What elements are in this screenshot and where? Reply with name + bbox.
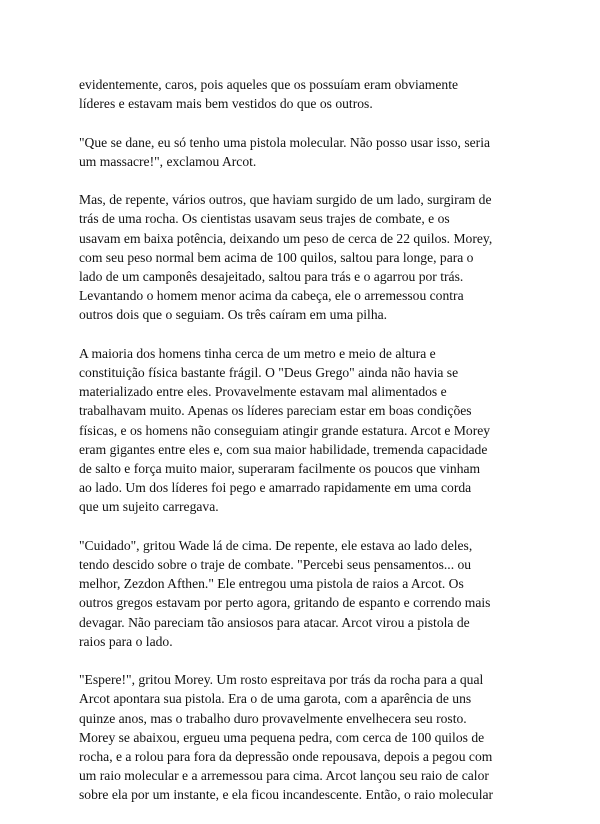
paragraph-5	[79, 536, 531, 651]
text-line: outros gregos estavam por perto agora, gritando de espanto e correndo mais	[79, 595, 491, 611]
paragraph-4	[79, 344, 531, 517]
text-line: com seu peso normal bem acima de 100 quilos, saltou para longe, para o	[79, 249, 474, 265]
text-line: lado de um camponês desajeitado, saltou para trás e o agarrou por trás.	[79, 269, 464, 284]
paragraph-1	[79, 75, 531, 113]
text-line: "Que se dane, eu só tenho uma pistola molecular. Não posso usar isso, seria	[79, 134, 491, 150]
text-line: rocha, e a rolou para fora da depressão onde repousava, depois a pegou com	[79, 749, 493, 765]
text-line: A maioria dos homens tinha cerca de um metro e meio de altura e	[79, 345, 436, 361]
paragraph-6	[79, 670, 531, 804]
text-line: outros dois que o seguiam. Os três caíram em uma pilha.	[79, 307, 388, 323]
text-line: um raio molecular e a arremessou para cima. Arcot lançou seu raio de calor	[79, 768, 489, 784]
text-line: devagar. Não pareciam tão ansiosos para atacar. Arcot virou a pistola de	[79, 614, 470, 630]
text-line: materializado entre eles. Provavelmente estavam mal alimentados e	[79, 384, 447, 400]
text-line: Arcot apontara sua pistola. Era o de uma garota, com a aparência de uns	[79, 691, 472, 707]
text-line: evidentemente, caros, pois aqueles que os possuíam eram obviamente	[79, 77, 458, 92]
text-line: Morey se abaixou, ergueu uma pequena pedra, com cerca de 100 quilos de	[79, 729, 485, 745]
text-line: trás de uma rocha. Os cientistas usavam seus trajes de combate, e os	[79, 211, 450, 227]
text-line: sobre ela por um instante, e ela ficou incandescente. Então, o raio molecular	[79, 787, 494, 803]
text-line: "Espere!", gritou Morey. Um rosto espreitava por trás da rocha para a qual	[79, 672, 484, 688]
text-line: usavam em baixa potência, deixando um peso de cerca de 22 quilos. Morey,	[79, 230, 493, 246]
paragraph-2	[79, 133, 531, 171]
text-line: um massacre!", exclamou Arcot.	[79, 153, 257, 169]
text-line: Mas, de repente, vários outros, que haviam surgido de um lado, surgiram de	[79, 192, 492, 208]
text-line: eram gigantes entre eles e, com sua maior habilidade, tremenda capacidade	[79, 441, 488, 457]
text-line: constituição física bastante frágil. O "Deus Grego" ainda não havia se	[79, 365, 459, 380]
text-line: líderes e estavam mais bem vestidos do que os outros.	[79, 96, 373, 112]
text-line: tendo descido sobre o traje de combate. "Percebi seus pensamentos... ou	[79, 557, 472, 573]
paragraph-3	[79, 190, 531, 324]
document-page	[79, 75, 531, 824]
text-line: Levantando o homem menor acima da cabeça, ele o arremessou contra	[79, 288, 464, 304]
text-line: de salto e força muito maior, superaram facilmente os poucos que vinham	[79, 461, 481, 477]
text-line: físicas, e os homens não conseguiam atingir grande estatura. Arcot e Morey	[79, 422, 491, 438]
text-line: que um sujeito carregava.	[79, 499, 219, 515]
text-line: trabalhavam muito. Apenas os líderes pareciam estar em boas condições	[79, 403, 472, 419]
text-line: quinze anos, mas o trabalho duro provavelmente envelhecera seu rosto.	[79, 710, 467, 726]
text-line: "Cuidado", gritou Wade lá de cima. De repente, ele estava ao lado deles,	[79, 537, 473, 553]
text-line: melhor, Zezdon Afthen." Ele entregou uma pistola de raios a Arcot. Os	[79, 576, 464, 592]
text-line: raios para o lado.	[79, 633, 173, 649]
text-line: ao lado. Um dos líderes foi pego e amarrado rapidamente em uma corda	[79, 480, 472, 496]
